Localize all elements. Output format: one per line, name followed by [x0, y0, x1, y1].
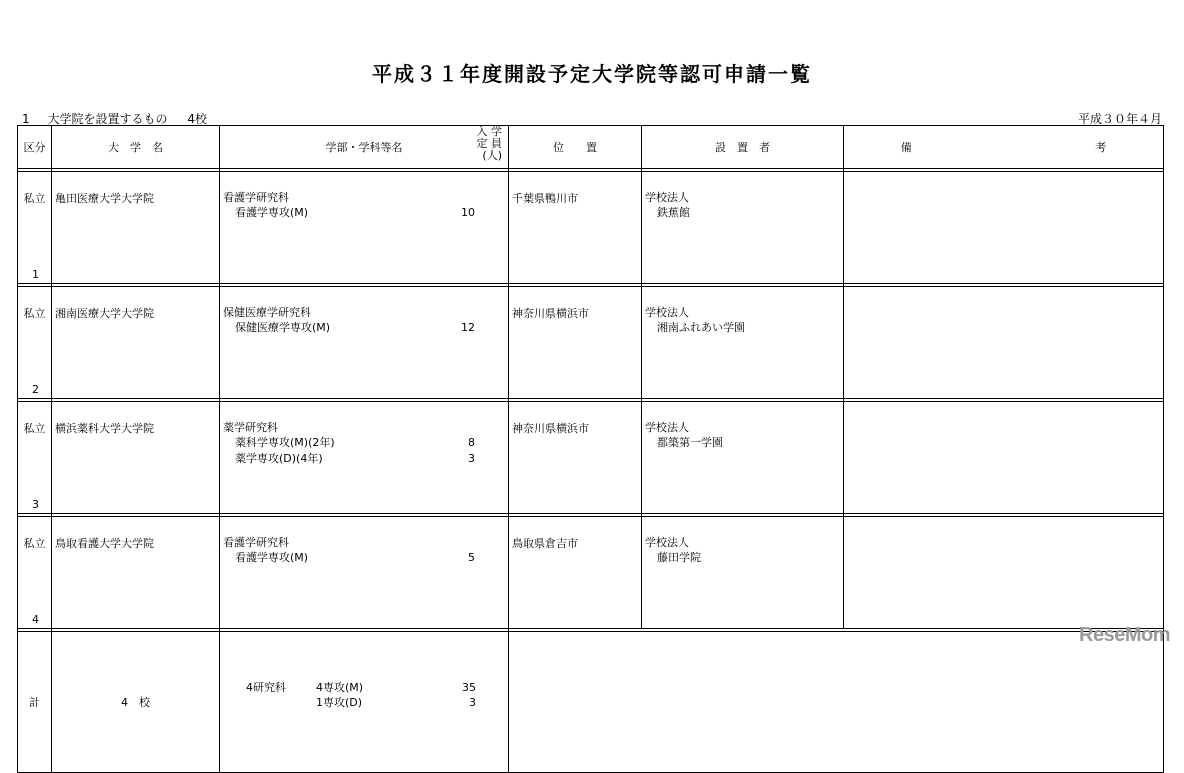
total-row: [18, 632, 1164, 773]
row-number: 4: [32, 613, 39, 626]
major-name: 薬科学専攻(M)(2年): [235, 436, 335, 449]
department-cell: [220, 287, 509, 399]
location-cell: 神奈川県横浜市: [509, 287, 642, 399]
location-cell: 千葉県鴨川市: [509, 172, 642, 284]
university-cell: 湘南医療大学大学院: [52, 287, 220, 399]
founder-cell: [642, 287, 844, 399]
major-item: [223, 550, 505, 566]
graduate-school: 看護学研究科: [223, 536, 289, 549]
header-department: [220, 126, 509, 169]
founder-name: 藤田学院: [657, 551, 701, 564]
document-date: 平成３０年４月: [1077, 112, 1162, 126]
founder-cell: [642, 172, 844, 284]
major-name: 薬学専攻(D)(4年): [235, 452, 323, 465]
major-capacity: 12: [461, 321, 475, 334]
kubun-label: 私立: [23, 192, 46, 205]
department-cell: [220, 402, 509, 514]
page-title: 平成３１年度開設予定大学院等認可申請一覧: [372, 62, 812, 86]
header-remarks-b: 考: [1095, 141, 1107, 154]
table-row: [18, 287, 1164, 399]
remarks-cell: [844, 517, 1164, 629]
major-capacity: 8: [468, 436, 475, 449]
major-name: 保健医療学専攻(M): [235, 321, 331, 334]
graduate-school: 看護学研究科: [223, 191, 289, 204]
founder-type: 学校法人: [645, 536, 689, 549]
university-cell: 亀田医療大学大学院: [52, 172, 220, 284]
header-capacity-line1: 入 学: [476, 125, 502, 138]
founder-name: 湘南ふれあい学園: [657, 321, 745, 334]
total-line: [246, 680, 508, 695]
header-row: [18, 126, 1164, 169]
founder-type: 学校法人: [645, 306, 689, 319]
total-label: 計: [18, 632, 52, 773]
total-empty-cell: [509, 632, 1164, 773]
header-capacity-line2: 定 員: [476, 137, 502, 150]
section-count: 4校: [187, 112, 207, 126]
major-name: 看護学専攻(M): [235, 551, 309, 564]
kubun-cell: [18, 402, 52, 514]
header-kubun: 区分: [18, 126, 52, 169]
header-location-label: 位 置: [553, 141, 597, 154]
row-number: 3: [32, 498, 39, 511]
graduate-school: 薬学研究科: [223, 421, 278, 434]
header-capacity-line3: (人): [482, 149, 502, 162]
total-university-count: 4 校: [52, 632, 220, 773]
header-founder-label: 設 置 者: [715, 141, 770, 154]
total-schools-blank: [246, 695, 316, 710]
section-number: 1: [22, 112, 30, 126]
total-summary: [220, 632, 509, 773]
founder-type: 学校法人: [645, 421, 689, 434]
header-university: [52, 126, 220, 169]
major-item: [223, 451, 505, 467]
kubun-label: 私立: [23, 307, 46, 320]
header-remarks: [844, 126, 1164, 169]
remarks-cell: [844, 172, 1164, 284]
department-cell: [220, 172, 509, 284]
graduate-school: 保健医療学研究科: [223, 306, 311, 319]
department-cell: [220, 517, 509, 629]
major-item: [223, 205, 505, 221]
founder-cell: [642, 517, 844, 629]
total-majors-doctor: 1専攻(D): [316, 696, 363, 709]
header-university-label: 大 学 名: [108, 141, 163, 154]
kubun-cell: [18, 287, 52, 399]
total-majors-master: 4専攻(M): [316, 681, 364, 694]
header-capacity: [446, 126, 506, 162]
header-location: [509, 126, 642, 169]
location-cell: 鳥取県倉吉市: [509, 517, 642, 629]
major-item: [223, 435, 505, 451]
university-cell: 横浜薬科大学大学院: [52, 402, 220, 514]
founder-cell: [642, 402, 844, 514]
table-row: [18, 172, 1164, 284]
major-capacity: 3: [468, 452, 475, 465]
location-cell: 神奈川県横浜市: [509, 402, 642, 514]
header-department-label: 学部・学科等名: [325, 141, 403, 154]
total-capacity-master: 35: [462, 681, 476, 694]
header-founder: [642, 126, 844, 169]
total-schools: 4研究科: [246, 681, 286, 694]
section-text: 大学院を設置するもの: [47, 112, 168, 126]
founder-type: 学校法人: [645, 191, 689, 204]
founder-name: 鉄蕉館: [657, 206, 690, 219]
remarks-cell: [844, 287, 1164, 399]
header-remarks-a: 備: [900, 141, 912, 154]
major-capacity: 10: [461, 206, 475, 219]
total-capacity-doctor: 3: [469, 696, 476, 709]
remarks-cell: [844, 402, 1164, 514]
university-cell: 鳥取看護大学大学院: [52, 517, 220, 629]
row-number: 2: [32, 383, 39, 396]
major-item: [223, 320, 505, 336]
approval-table: [17, 125, 1164, 773]
kubun-cell: [18, 517, 52, 629]
table-row: [18, 402, 1164, 514]
kubun-label: 私立: [23, 422, 46, 435]
kubun-cell: [18, 172, 52, 284]
table-row: [18, 517, 1164, 629]
founder-name: 都築第一学園: [657, 436, 723, 449]
major-name: 看護学専攻(M): [235, 206, 309, 219]
resemom-watermark-logo: ReseMom: [1079, 624, 1170, 646]
kubun-label: 私立: [23, 537, 46, 550]
major-capacity: 5: [468, 551, 475, 564]
total-line: [246, 695, 508, 710]
row-number: 1: [32, 268, 39, 281]
